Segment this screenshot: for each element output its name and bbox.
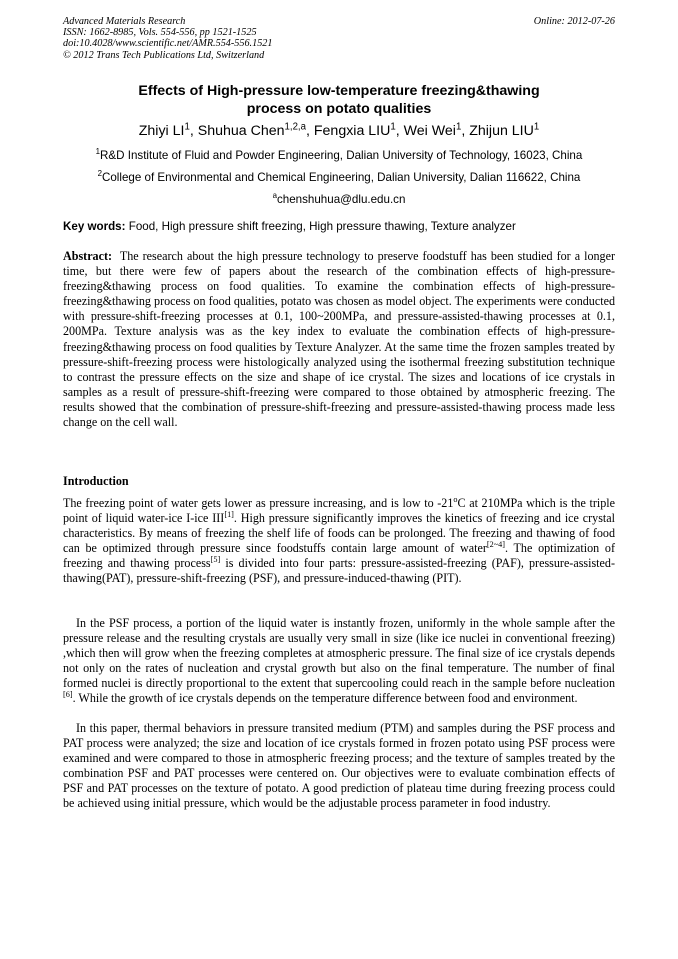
abstract-label: Abstract: <box>63 249 113 263</box>
author-affiliation-mark: 1 <box>184 121 190 133</box>
affiliation-text: College of Environmental and Chemical Engineering, Dalian University, Dalian 116622, China <box>101 171 581 184</box>
author-list: Zhiyi $LI^1$, Shuhua Chen$^{1,2,a}$, Fengxia LIU$^1$, Wei Wei$^1$, Zhijun LIU$^1$ <box>138 121 540 139</box>
title-line-2: process on potato qualities <box>246 101 432 117</box>
introduction-paragraph-1 <box>63 496 615 587</box>
issn-line: ISSN: 1662-8985, Vols. 554-556, pp 1521-1525 <box>63 27 257 39</box>
intro-text: is divided into four parts: pressure-assisted-freezing (PAF), pressure-assisted-thawing(PAT), pressure-shift-freezing (PSF), and pressure-induced-thawing (PIT). <box>63 556 615 586</box>
section-heading-introduction: Introduction <box>63 474 129 488</box>
author-affiliation-mark: 1,2,a <box>284 121 306 133</box>
degree-mark: o <box>453 494 458 504</box>
title-line-1: Effects of High-pressure low-temperature freezing&thawing <box>138 83 540 99</box>
paper-title <box>63 82 615 118</box>
doi-line: doi:10.4028/www.scientific.net/AMR.554-556.1521 <box>63 38 273 50</box>
introduction-paragraph-3: In this paper, thermal behaviors in pressure transited medium (PTM) and samples during the PSF process and PAT process were analyzed; the size and location of ice crystals formed in frozen potato using PSF process were examined and were compared to those in atmospheric freezing process; and the texture of samples treated by the combination PSF and PAT processes were centered on. Our objectives were to evaluate combination effects of PSF and PAT processes on the texture of potato. A good prediction of plateau time during freezing process could be achieved using initial pressure, which would be the adjustable process parameter in food industry. <box>63 721 615 811</box>
abstract-text: The research about the high pressure technology to preserve foodstuff has been studied for a longer time, but there were few of papers about the research of the combination effects of high-pressure-freezing&thawing process on food qualities. To examine the combination effects of high-pressure-freezing&thawing process on food qualities, potato was chosen as model object. The experiments were conducted with pressure-shift-freezing processes at 0.1, 100~200MPa, and pressure-assisted-thawing processes at 0.1, 200MPa. Texture analysis was as the key index to evaluate the combination effects of high-pressure-freezing&thawing process on food qualities by Texture Analyzer. At the same time the frozen samples treated by pressure-shift-freezing process were histologically analyzed using the isothermal freezing substitution technique to contrast the pressure effects on the size and shape of ice crystal. The sizes and locations of ice crystals in samples as a result of pressure-shift-freezing were compared to those obtained by atmospheric freezing. The results showed that the combination of pressure-shift-freezing and pressure-assisted-thawing process made less change on the cell wall. <box>63 249 615 430</box>
author-affiliation-mark: 1 <box>455 121 462 133</box>
citation-ref: [5] <box>210 555 221 565</box>
journal-header <box>63 16 615 61</box>
intro-text: C at 210MPa which is the triple point of liquid water-ice I-ice III <box>63 496 616 526</box>
email-text: chenshuhua@dlu.edu.cn <box>276 193 406 206</box>
author-affiliation-mark: 1 <box>533 121 540 133</box>
keywords-text: Food, High pressure shift freezing, High pressure thawing, Texture analyzer <box>128 220 516 233</box>
introduction-paragraph-2 <box>63 616 615 707</box>
affiliation-1 <box>63 149 615 163</box>
affiliation-2 <box>63 171 615 185</box>
author-name: Zhiyi LI <box>138 123 185 139</box>
author-name: Shuhua Chen <box>197 123 285 139</box>
intro-text: . High pressure significantly improves the kinetics of freezing and ice crystal characteristics. By means of freezing the shelf life of foods can be prolonged. The freezing and thawing of food can be optimized through pressure since foodstuffs contain large amount of water <box>63 511 615 556</box>
email-mark: a <box>272 191 277 201</box>
citation-ref: [2~4] <box>486 540 506 550</box>
intro-text: . While the growth of ice crystals depends on the temperature difference between food and environment. <box>72 691 578 706</box>
corresponding-email <box>63 193 615 207</box>
citation-ref: [1] <box>224 510 234 520</box>
author-affiliation-mark: 1 <box>390 121 396 133</box>
journal-name: Advanced Materials Research <box>63 16 186 27</box>
copyright-line: © 2012 Trans Tech Publications Ltd, Switzerland <box>63 49 265 61</box>
intro-text: . The optimization of freezing and thawing process <box>63 541 615 571</box>
author-name: Zhijun LIU <box>469 123 534 139</box>
keywords-label: Key words: <box>63 220 126 233</box>
affiliation-mark: 2 <box>97 169 102 179</box>
affiliation-mark: 1 <box>95 147 101 157</box>
author-name: Fengxia LIU <box>313 123 391 139</box>
online-date: Online: 2012-07-26 <box>533 16 615 27</box>
affiliation-text: R&D Institute of Fluid and Powder Engineering, Dalian University of Technology, 16023, China <box>100 149 583 162</box>
intro-text: In the PSF process, a portion of the liquid water is instantly frozen, uniformly in the whole sample after the pressure release and the resulting crystals are usually very small in size (like ice nuclei in conventional freezing) ,which then will grow when the freezing completes at atmospheric pressure. The final size of ice crystals depends not only on the rates of nucleation and crystal growth but also on the final temperature. The number of final formed nuclei is directly proportional to the extent that supercooling could reach in the sample before nucleation <box>63 616 615 691</box>
abstract <box>63 249 615 430</box>
intro-text: The freezing point of water gets lower as pressure increasing, and is low to -21 <box>63 496 454 510</box>
author-name: Wei Wei <box>403 123 456 139</box>
keywords <box>63 220 615 234</box>
citation-ref: [6] <box>63 690 73 700</box>
